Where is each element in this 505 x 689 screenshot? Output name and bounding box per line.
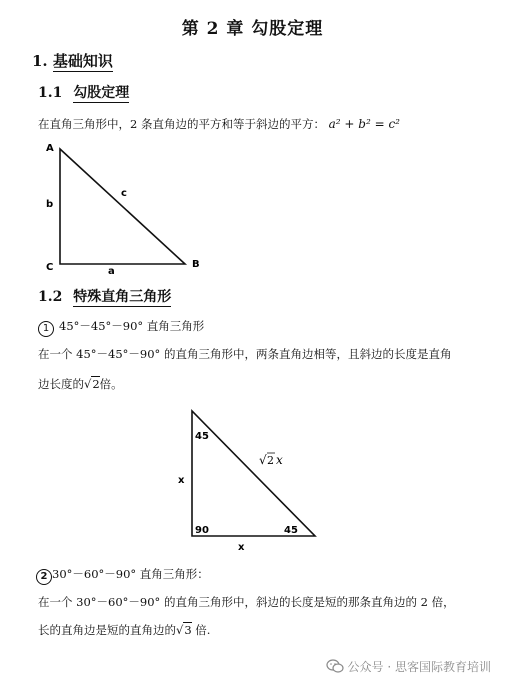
- item2-line2-post: 倍.: [191, 623, 211, 637]
- leg-bottom-label: x: [238, 542, 245, 553]
- watermark: [326, 658, 491, 675]
- sqrt-symbol: √: [84, 377, 92, 391]
- theorem-formula: a² + b² = c²: [328, 117, 400, 131]
- item1-title: [38, 315, 204, 337]
- side-a-label: a: [108, 266, 115, 275]
- leg-left-label: x: [178, 475, 185, 486]
- theorem-statement: [38, 113, 400, 135]
- item2-sqrt-radicand: 3: [184, 623, 192, 637]
- vertex-c-label: C: [46, 262, 54, 273]
- watermark-text: 公众号 · 思客国际教育培训: [347, 660, 491, 674]
- item2-title-text: 30°－60°－90° 直角三角形：: [52, 567, 209, 581]
- item1-line2-post: 倍。: [99, 377, 123, 391]
- hypotenuse-label: [259, 453, 283, 467]
- item1-line2-pre: 边长度的: [38, 377, 84, 391]
- vertex-b-label: B: [192, 259, 200, 270]
- item2-line1: 在一个 30°－60°－90° 的直角三角形中，斜边的长度是短的那条直角边的 2 倍，: [38, 595, 455, 609]
- triangle-abc-shape: [60, 149, 185, 264]
- item1-line2: [38, 373, 451, 395]
- item2-line2-pre: 长的直角边是短的直角边的: [38, 623, 176, 637]
- right-triangle-abc: [40, 140, 210, 275]
- theorem-text: 在直角三角形中，2 条直角边的平方和等于斜边的平方：: [38, 117, 325, 131]
- right-triangle-45-45-90: [170, 405, 330, 555]
- side-b-label: b: [46, 199, 54, 210]
- hyp-radicand: 2: [267, 454, 274, 467]
- item2-paragraph: [38, 591, 455, 641]
- subsection-number: 1.1: [38, 85, 63, 101]
- triangle-45-shape: [192, 411, 315, 536]
- section-heading-basics: [32, 50, 113, 71]
- item1-sqrt-radicand: 2: [92, 377, 100, 391]
- subsection-title: 勾股定理: [73, 85, 130, 101]
- vertex-a-label: A: [46, 143, 54, 154]
- chapter-title: 第 2 章 勾股定理: [181, 19, 324, 39]
- item2-title: [36, 563, 209, 585]
- angle-right-label: 90: [195, 525, 209, 536]
- hyp-sqrt-sign: √: [259, 453, 267, 467]
- hyp-variable: x: [276, 453, 283, 467]
- subsection-number: 1.2: [38, 289, 63, 305]
- section-title: 基础知识: [52, 52, 113, 70]
- angle-bottom-right-label: 45: [284, 525, 298, 536]
- subsection-heading-special: [38, 286, 171, 306]
- circled-number-1: 1: [38, 321, 54, 337]
- subsection-title: 特殊直角三角形: [73, 289, 172, 305]
- item1-line1: 在一个 45°－45°－90° 的直角三角形中，两条直角边相等，且斜边的长度是直角: [38, 347, 452, 361]
- item1-title-text: 45°－45°－90° 直角三角形: [59, 319, 205, 333]
- subsection-heading-pythagoras: [38, 82, 129, 102]
- sqrt-symbol: √: [176, 623, 184, 637]
- wechat-icon: [326, 659, 344, 673]
- item1-paragraph: [38, 343, 451, 395]
- section-number: 1.: [32, 52, 48, 70]
- item2-line2: [38, 619, 455, 641]
- circled-number-2: 2: [36, 569, 52, 585]
- angle-top-label: 45: [195, 431, 209, 442]
- side-c-label: c: [121, 188, 127, 199]
